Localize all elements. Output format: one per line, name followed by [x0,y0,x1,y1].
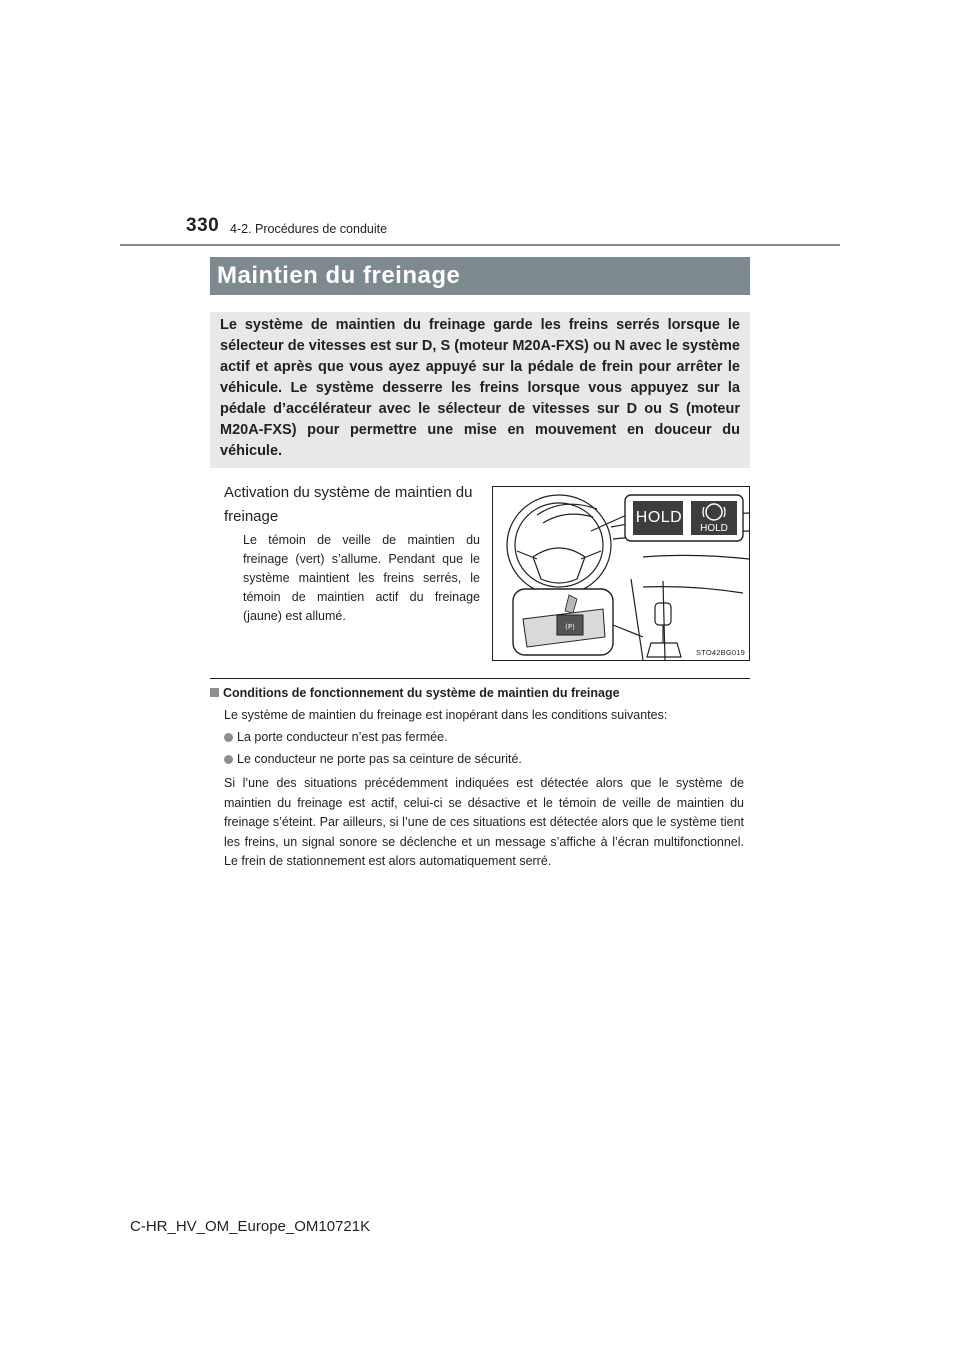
activation-heading: Activation du système de maintien du freinage [224,484,473,525]
page-title: Maintien du freinage [217,262,461,289]
page-number: 330 [186,215,220,236]
section-divider [210,678,750,679]
hold-indicator-text-1: HOLD [635,509,683,526]
conditions-paragraph: Si l’une des situations précédemment indiquées est détectée alors que le système de maintien du freinage est actif, celui-ci se désactive et le témoin de veille de maintien du freinage s’éteint. Par ailleurs, si l’une de ces situations est détectée alors que le système tient les freins, un signal sonore se déclenche et un message s’affiche à l’écran multifonctionnel. Le frein de stationnement est alors automatiquement serré. [224,776,744,868]
bullet-dot-icon [224,733,233,742]
document-footer: C-HR_HV_OM_Europe_OM10721K [130,1218,371,1235]
list-item [224,752,522,766]
section-title-bar [210,257,750,295]
conditions-title: Conditions de fonctionnement du système de maintien du freinage [223,686,620,700]
intro-box [210,312,750,468]
square-bullet-icon [210,688,219,697]
svg-text:(P): (P) [565,623,575,631]
intro-text: Le système de maintien du freinage garde les freins serrés lorsque le sélecteur de vitesses est sur D, S (moteur M20A-FXS) ou N avec le système actif et après que vous ayez appuyé sur la pédale de frein pour arrêter le véhicule. Le système desserre les freins lorsque vous appuyez sur la pédale d’accélérateur avec le sélecteur de vitesses sur D ou S (moteur M20A-FXS) pour permettre une mise en mouvement en douceur du véhicule. [220,317,740,459]
conditions-title-row [210,686,620,700]
conditions-intro: Le système de maintien du freinage est inopérant dans les conditions suivantes: [224,708,668,722]
section-label: 4-2. Procédures de conduite [230,222,388,236]
bullet-text: La porte conducteur n’est pas fermée. [237,730,448,744]
illustration [492,486,750,661]
dashboard-illustration [493,487,749,660]
list-item [224,730,448,744]
bullet-dot-icon [224,755,233,764]
bullet-text: Le conducteur ne porte pas sa ceinture de sécurité. [237,752,522,766]
hold-indicator-text-2: HOLD [700,523,728,534]
activation-body: Le témoin de veille de maintien du freinage (vert) s’allume. Pendant que le système maintient les freins serrés, le témoin de maintien actif du freinage (jaune) est allumé. [243,533,480,623]
illustration-code: STO42BG019 [696,648,745,657]
header-rule [120,244,840,246]
